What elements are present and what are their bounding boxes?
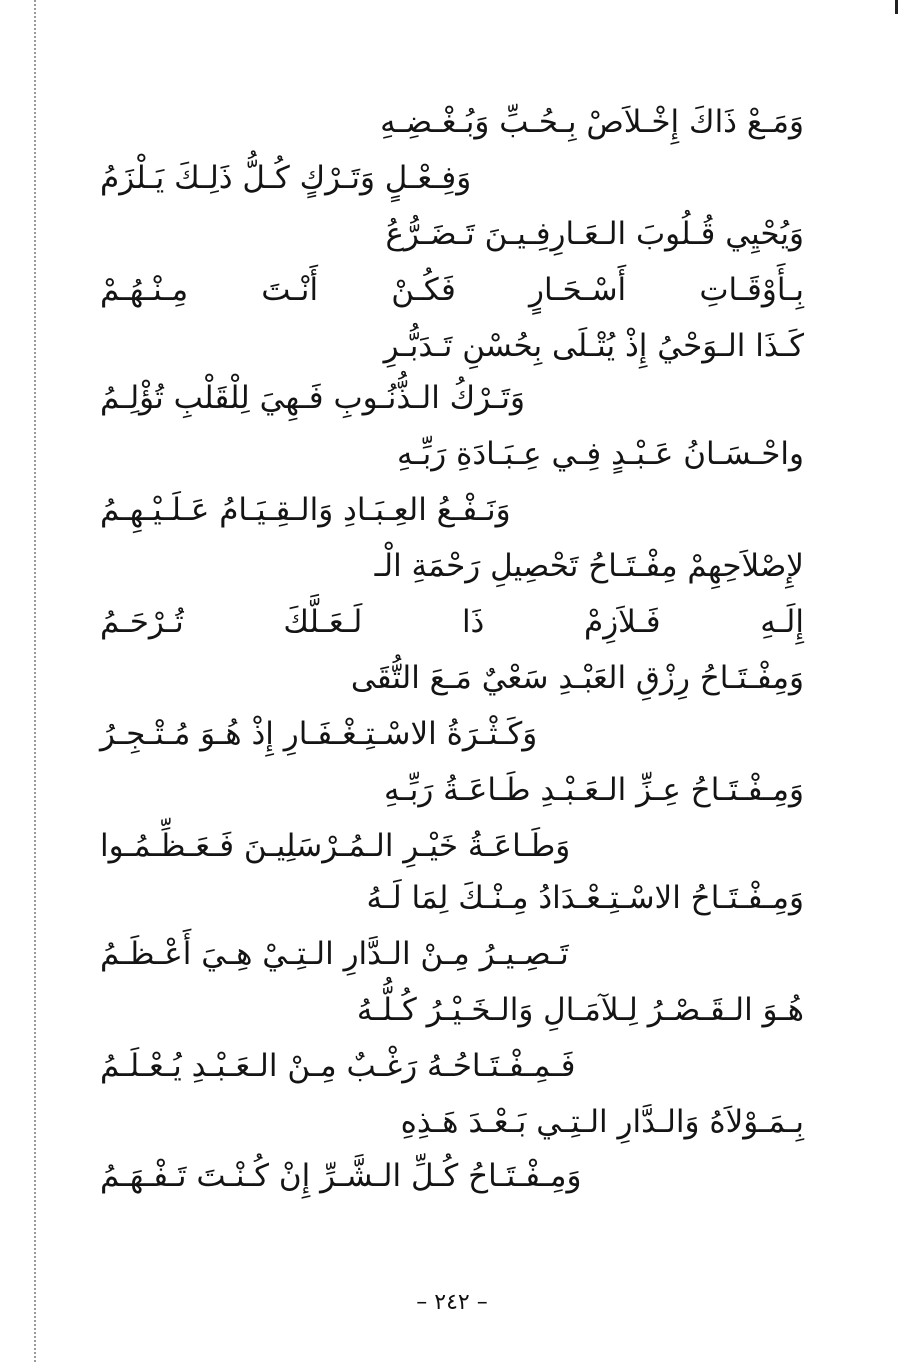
- verse-line-1: وَمَـعْ ذَاكَ إِخْـلاَصْ بِـحُـبِّ وَبُـغْـضِـهِ: [380, 104, 804, 140]
- verse-line-10: إِلَـهِ فَـلاَزِمْ ذَا لَـعَـلَّكَ تُـرْحَـمُ: [100, 604, 804, 640]
- verse-line-3: وَيُحْيِي قُـلُوبَ الـعَـارِفِـيـنَ تَـضَـرُّعُ: [385, 216, 804, 252]
- verse-line-9: لإِصْلاَحِهِمْ مِفْـتَـاحُ تَحْصِيلِ رَحْمَةِ الْـ: [374, 548, 804, 584]
- verse-line-11: وَمِفْـتَـاحُ رِزْقِ العَبْـدِ سَعْيٌ مَـعَ التُّقَى: [350, 660, 804, 696]
- verse-line-4: بِـأَوْقَـاتِ أَسْـحَـارٍ فَكُـنْ أَنْـتَ مِـنْـهُـمْ: [100, 272, 804, 308]
- verse-line-17: هُـوَ الـقَـصْـرُ لِـلآمَـالِ وَالـخَـيْـرُ كُـلُّـهُ: [356, 992, 804, 1028]
- page-number: – ٢٤٢ –: [416, 1290, 488, 1315]
- verse-line-12: وَكَـثْـرَةُ الاسْـتِـغْـفَـارِ إِذْ هُـوَ مُـتْـجِـرُ: [100, 716, 538, 752]
- verse-line-18: فَـمِـفْـتَـاحُـهُ رَغْـبٌ مِـنْ الـعَـبْـدِ يُـعْـلَـمُ: [100, 1048, 576, 1084]
- verse-line-7: واحْـسَـانُ عَـبْـدٍ فِـي عِـبَـادَةِ رَبِّـهِ: [396, 436, 804, 472]
- binding-margin-line: [34, 0, 36, 1362]
- verse-line-8: وَنَـفْـعُ العِـبَـادِ وَالـقِـيَـامُ عَـلَـيْـهِـمُ: [100, 492, 511, 528]
- verse-line-19: بِـمَـوْلاَهُ وَالـدَّارِ الـتِـي بَـعْـدَ هَـذِهِ: [400, 1104, 804, 1140]
- verse-line-20: وَمِـفْـتَـاحُ كُـلِّ الـشَّـرِّ إِنْ كُـنْـتَ تَـفْـهَـمُ: [100, 1158, 582, 1194]
- verse-line-14: وَطَـاعَـةُ خَيْـرِ الـمُـرْسَلِيـنَ فَـعَـظِّـمُـوا: [100, 828, 571, 864]
- verse-line-2: وَفِـعْـلٍ وَتَـرْكٍ كُـلُّ ذَلِـكَ يَـلْزَمُ: [100, 160, 472, 196]
- poem-body: [60, 0, 804, 1362]
- verse-line-5: كَـذَا الـوَحْيُ إِذْ يُتْـلَى بِحُسْنِ تَـدَبُّـرِ: [383, 328, 804, 364]
- verse-line-15: وَمِـفْـتَـاحُ الاسْـتِـعْـدَادُ مِـنْـكَ لِمَا لَـهُ: [366, 880, 804, 916]
- verse-line-16: تَـصِـيـرُ مِـنْ الـدَّارِ الـتِـيْ هِـيَ أَعْـظَـمُ: [100, 936, 569, 972]
- verse-line-13: وَمِـفْـتَـاحُ عِـزِّ الـعَـبْـدِ طَـاعَـةُ رَبِّـهِ: [384, 772, 804, 808]
- edge-mark: [895, 0, 898, 14]
- verse-line-6: وَتَـرْكُ الـذُّنُـوبِ فَـهِيَ لِلْقَلْبِ تُؤْلِـمُ: [100, 380, 525, 416]
